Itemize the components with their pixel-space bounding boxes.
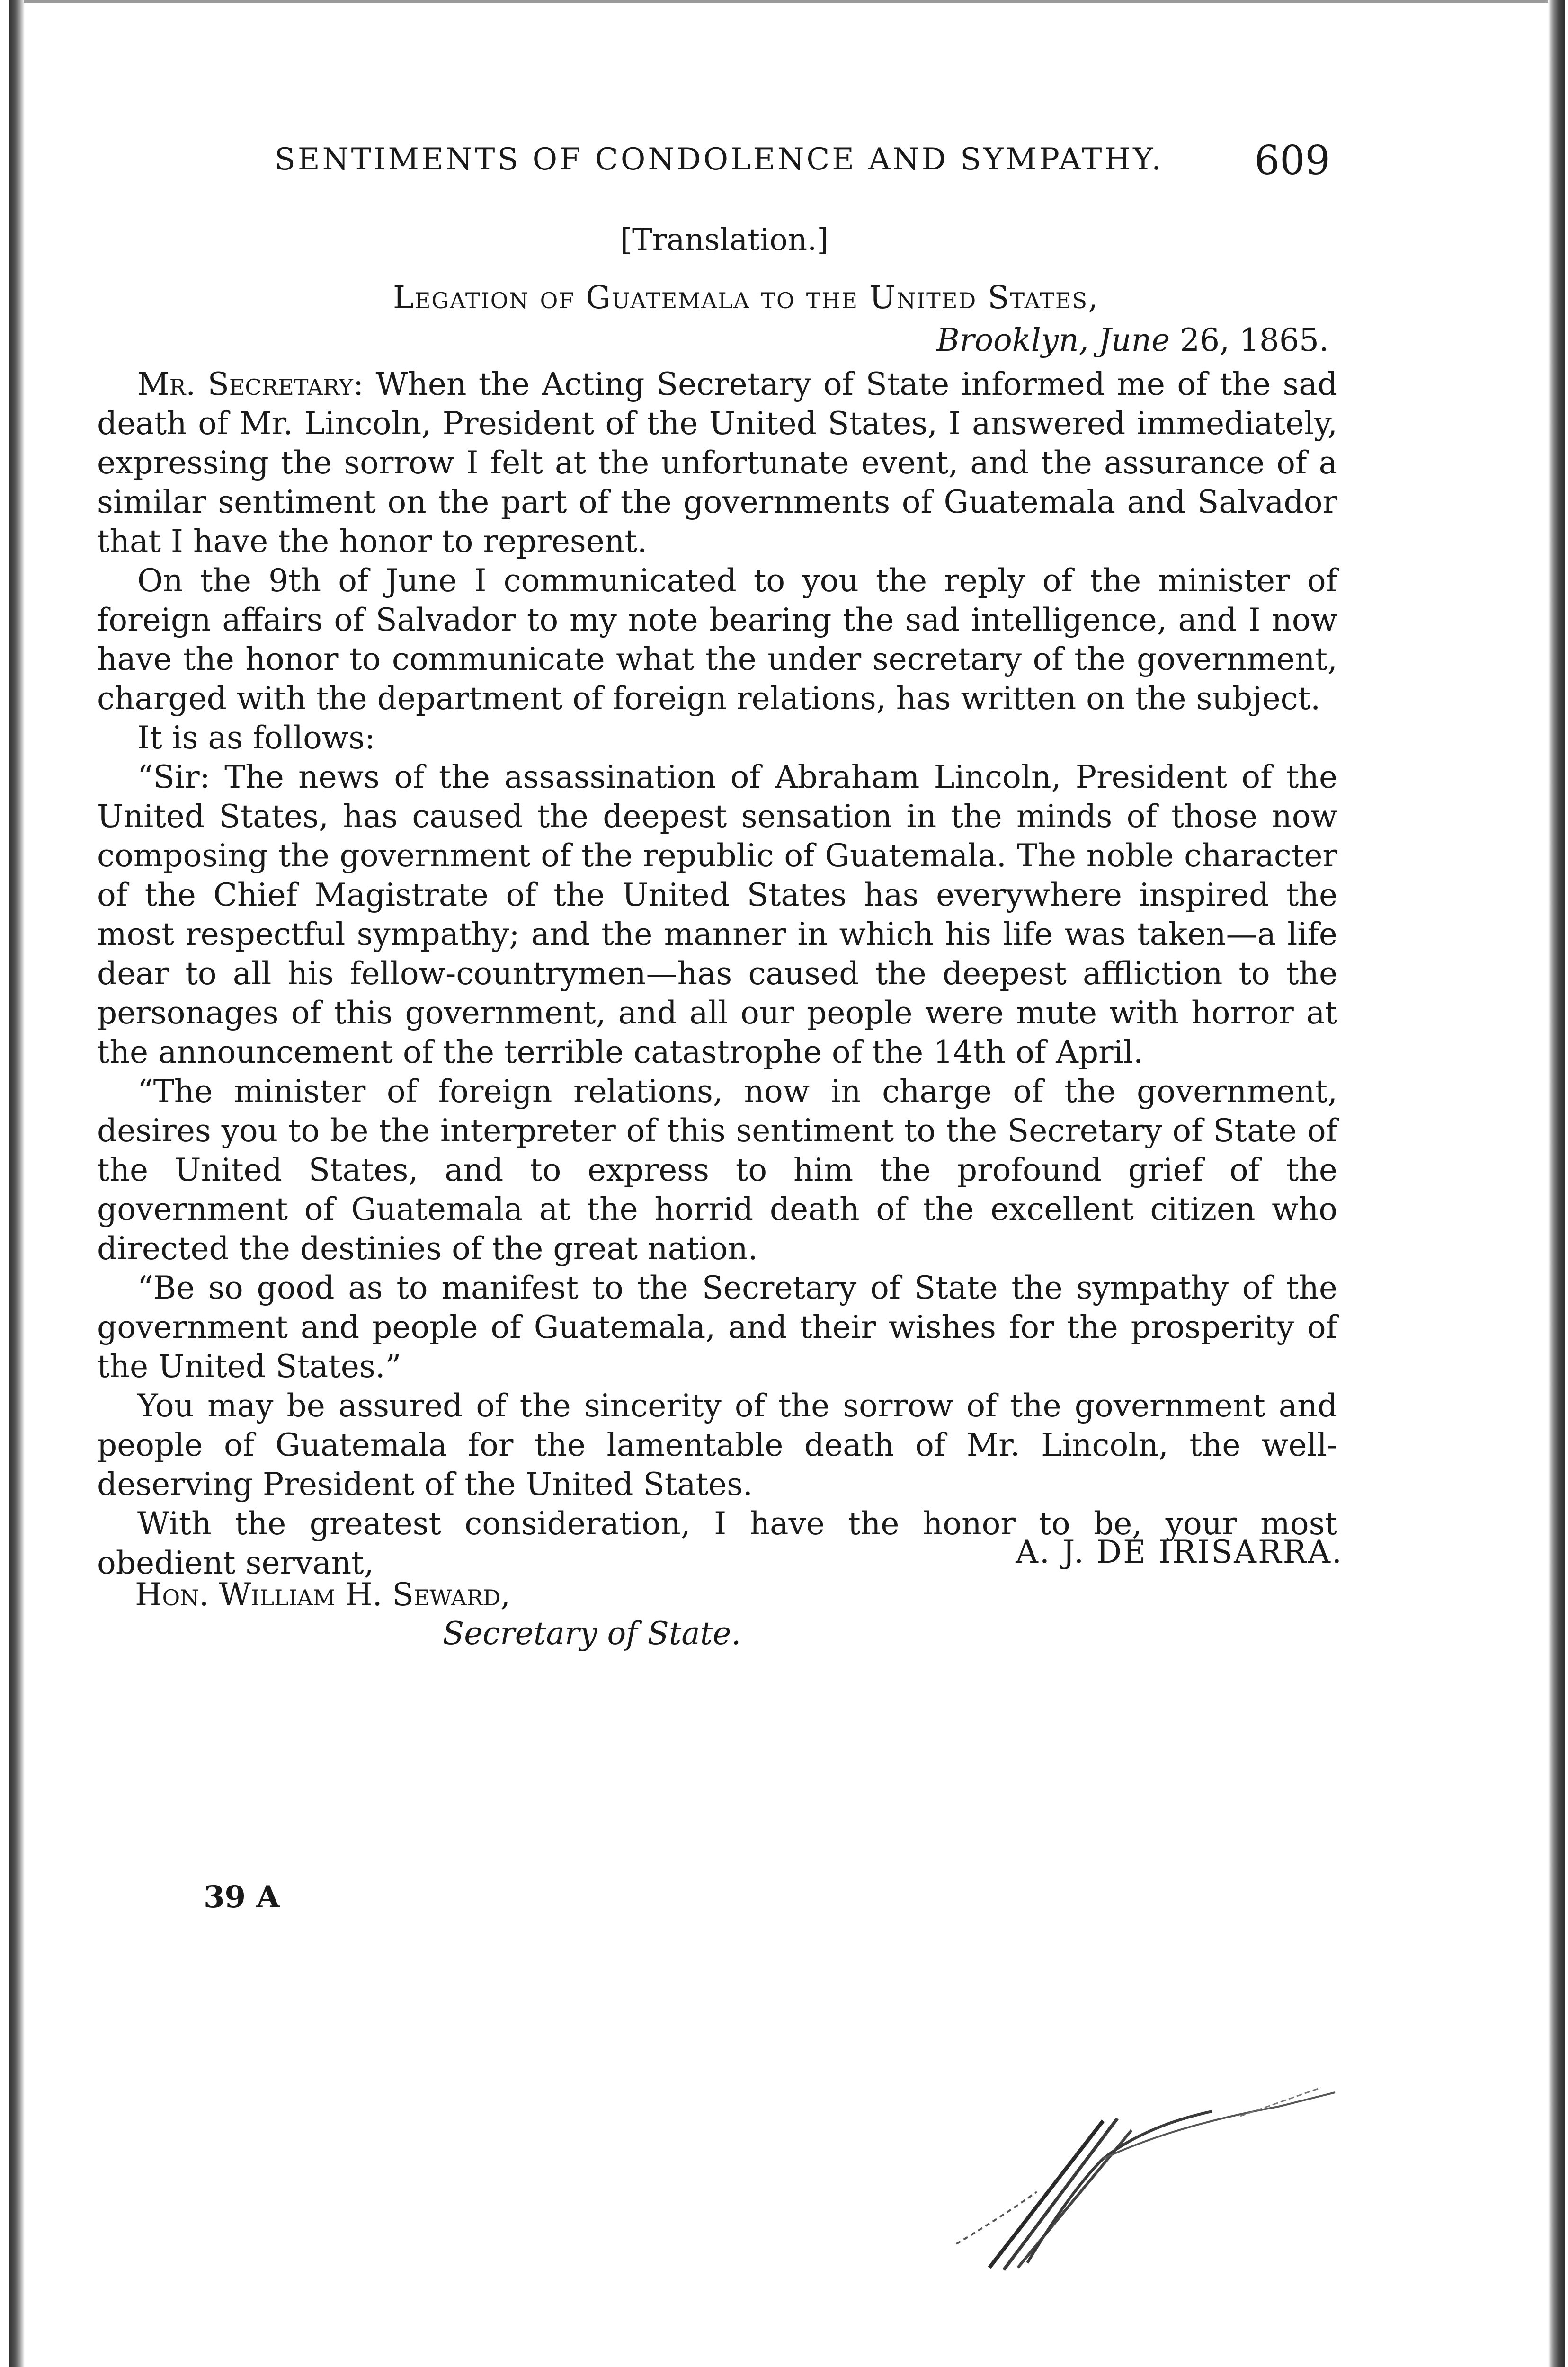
- salutation: Mr. Secretary:: [137, 366, 364, 402]
- translation-note: [Translation.]: [620, 222, 829, 258]
- paragraph: Mr. Secretary: When the Acting Secretary of State informed me of the sad death of Mr. Lincoln, President of the United States, I answered immediately, expressing the sorrow I felt at the unfortunate event, and the assurance of a similar sentiment on the part of the governments of Guatemala and Salvador that I have the honor to represent.: [97, 366, 1337, 560]
- dateline-date: 26, 1865.: [1180, 322, 1329, 358]
- closing-paragraph: With the greatest consideration, I have the honor to be, your most obedient servant,: [97, 1505, 1337, 1581]
- scan-left-edge: [9, 0, 25, 2367]
- paragraph: You may be assured of the sincerity of the sorrow of the government and people of Guatemala for the lamentable death of Mr. Lincoln, the well-deserving President of the United States.: [97, 1388, 1337, 1503]
- addressee-name: Hon. William H. Seward,: [135, 1576, 511, 1613]
- dateline: [936, 322, 1329, 358]
- quoted-paragraph: “The minister of foreign relations, now in charge of the government, desires you to be the interpreter of this sentiment to the Secretary of State of the United States, and to express to him the profound grief of the government of Guatemala at the horrid death of the excellent citizen who directed the destinies of the great nation.: [97, 1073, 1337, 1267]
- paragraph: It is as follows:: [137, 720, 375, 756]
- addressee-title: Secretary of State.: [443, 1615, 741, 1652]
- signature: A. J. DE IRISARRA.: [1016, 1534, 1343, 1570]
- scan-top-edge: [24, 0, 1548, 3]
- quoted-paragraph: “Sir: The news of the assassination of Abraham Lincoln, President of the United States, has caused the deepest sensation in the minds of those now composing the government of the republic of Guatemala. The noble character of the Chief Magistrate of the United States has everywhere inspired the most respectful sympathy; and the manner in which his life was taken—a life dear to all his fellow-countrymen—has caused the deepest affliction to the personages of this government, and all our people were mute with horror at the announcement of the terrible catastrophe of the 14th of April.: [97, 759, 1337, 1070]
- page-header: [275, 137, 1330, 184]
- legation-heading: Legation of Guatemala to the United States,: [393, 279, 1099, 316]
- paragraph: On the 9th of June I communicated to you the reply of the minister of foreign affairs of Salvador to my note bearing the sad intelligence, and I now have the honor to communicate what the under secretary of the government, charged with the department of foreign relations, has written on the subject.: [97, 562, 1337, 717]
- quoted-paragraph: “Be so good as to manifest to the Secretary of State the sympathy of the government and people of Guatemala, and their wishes for the prosperity of the United States.”: [97, 1270, 1337, 1385]
- running-head: SENTIMENTS OF CONDOLENCE AND SYMPATHY.: [275, 142, 1164, 177]
- scan-right-edge: [1548, 0, 1565, 2367]
- page-number: 609: [1254, 137, 1330, 184]
- addressee: [135, 1576, 741, 1652]
- pencil-scribble: [947, 2073, 1340, 2272]
- letter-body: [97, 365, 1337, 1583]
- printer-signature-mark: 39 A: [204, 1879, 280, 1915]
- dateline-place: Brooklyn, June: [936, 322, 1170, 358]
